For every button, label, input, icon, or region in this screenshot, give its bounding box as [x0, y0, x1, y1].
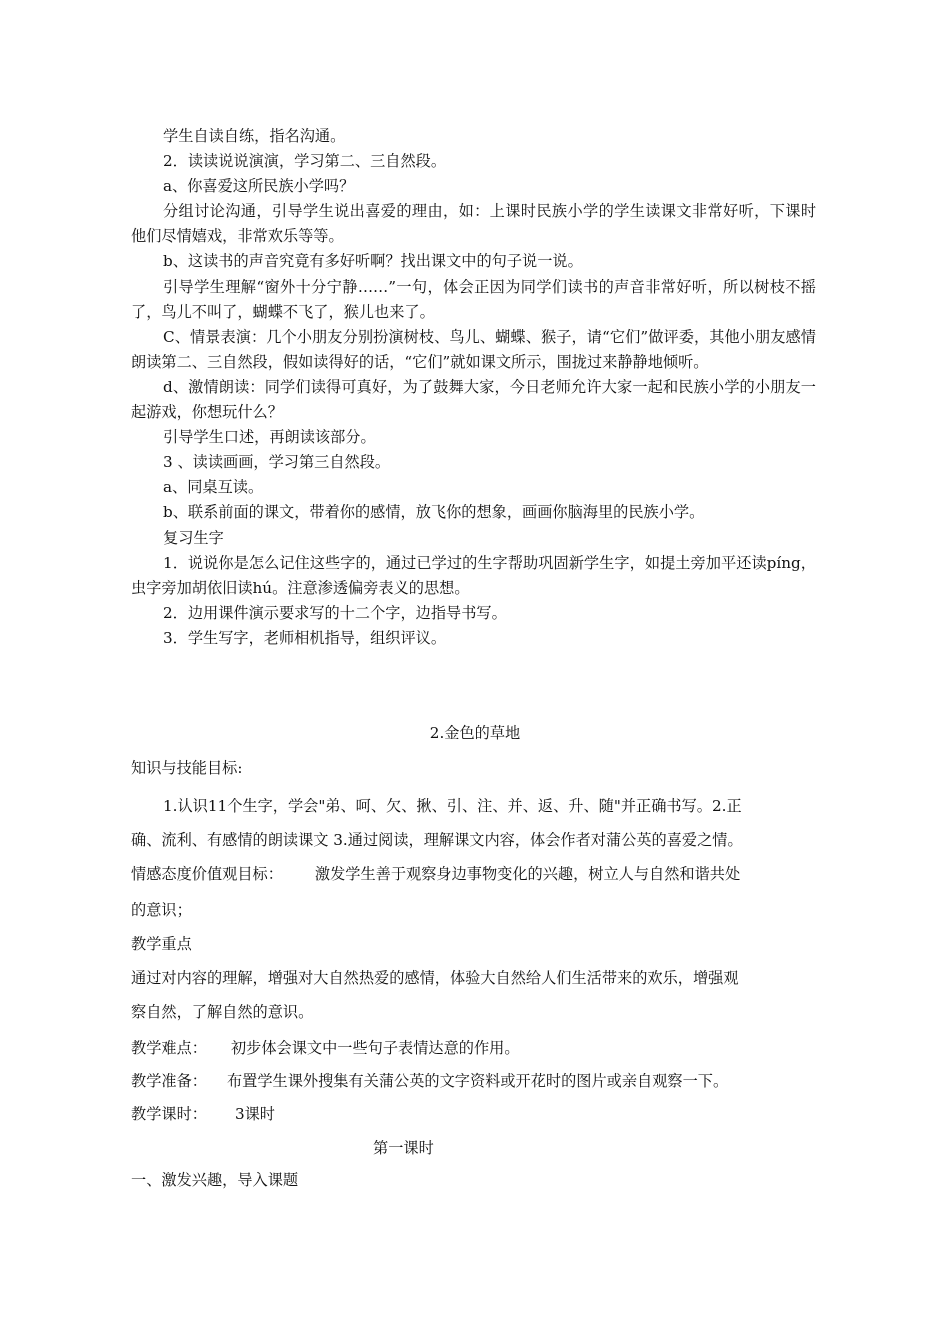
key-point-line: 通过对内容的理解，增强对大自然热爱的感情，体验大自然给人们生活带来的欢乐，增强观 [131, 969, 739, 987]
paragraph: 引导学生理解“窗外十分宁静……”一句，体会正因为同学们读书的声音非常好听，所以树枝不摇了，鸟儿不叫了，蝴蝶不飞了，猴儿也来了。 [131, 277, 816, 321]
paragraph: 3．学生写字，老师相机指导，组织评议。 [163, 628, 447, 647]
paragraph: d、激情朗读：同学们读得可真好，为了鼓舞大家，今日老师允许大家一起和民族小学的小朋友一起游戏，你想玩什么？ [131, 377, 816, 422]
paragraph: b、这读书的声音究竟有多好听啊？找出课文中的句子说一说。 [163, 252, 583, 271]
class-hours-label: 教学课时： [131, 1105, 207, 1123]
paragraph: a、你喜爱这所民族小学吗？ [163, 177, 355, 196]
key-heading: 教学重点 [131, 935, 192, 953]
difficulty-label: 教学难点： [131, 1039, 207, 1057]
paragraph: C、情景表演：几个小朋友分别扮演树枝、鸟儿、蝴蝶、猴子，请“它们”做评委，其他小朋友感情朗读第二、三自然段，假如读得好的话，“它们”就如课文所示，围拢过来静静地倾听。 [131, 327, 816, 371]
paragraph: a、同桌互读。 [163, 478, 264, 497]
preparation-line [131, 1070, 821, 1092]
lesson-title: 2.金色的草地 [429, 724, 521, 742]
section-heading: 复习生字 [163, 528, 224, 547]
period-title: 第一课时 [373, 1139, 434, 1157]
step-heading: 一、激发兴趣，导入课题 [131, 1171, 299, 1189]
difficulty-text: 初步体会课文中一些句子表情达意的作用。 [230, 1039, 520, 1057]
class-hours-text: 3课时 [234, 1105, 275, 1123]
preparation-label: 教学准备： [131, 1072, 207, 1090]
preparation-text: 布置学生课外搜集有关蒲公英的文字资料或开花时的图片或亲自观察一下。 [226, 1072, 729, 1090]
paragraph: b、联系前面的课文，带着你的感情，放飞你的想象，画画你脑海里的民族小学。 [163, 503, 705, 522]
goal-line: 确、流利、有感情的朗读课文 3.通过阅读，理解课文内容，体会作者对蒲公英的喜爱之情。 [131, 831, 743, 849]
class-hours-line [131, 1103, 821, 1125]
emotion-text: 激发学生善于观察身边事物变化的兴趣，树立人与自然和谐共处 [314, 865, 741, 883]
emotion-label: 情感态度价值观目标： [131, 865, 283, 883]
goal-line: 1.认识11个生字，学会"弟、呵、欠、揪、引、注、并、返、升、随"并正确书写。2.正 [163, 797, 742, 815]
paragraph: 分组讨论沟通，引导学生说出喜爱的理由，如：上课时民族小学的学生读课文非常好听，下课时他们尽情嬉戏，非常欢乐等等。 [131, 202, 816, 246]
paragraph: 2．读读说说演演，学习第二、三自然段。 [163, 152, 447, 171]
paragraph: 学生自读自练，指名沟通。 [163, 127, 346, 145]
difficulty-line [131, 1037, 821, 1059]
paragraph: 3 、读读画画，学习第三自然段。 [163, 453, 391, 472]
goal-heading: 知识与技能目标: [131, 759, 243, 777]
emotion-goal-line: 的意识； [131, 901, 192, 919]
paragraph: 引导学生口述，再朗读该部分。 [163, 428, 376, 447]
paragraph: 2．边用课件演示要求写的十二个字，边指导书写。 [163, 603, 507, 622]
lesson-steps-block [131, 124, 816, 651]
key-point-line: 察自然，了解自然的意识。 [131, 1003, 314, 1021]
emotion-goal-line [131, 863, 821, 885]
paragraph: 1．说说你是怎么记住这些字的，通过已学过的生字帮助巩固新学生字，如提土旁加平还读píng，虫字旁加胡依旧读hú。注意渗透偏旁表义的思想。 [131, 553, 816, 597]
